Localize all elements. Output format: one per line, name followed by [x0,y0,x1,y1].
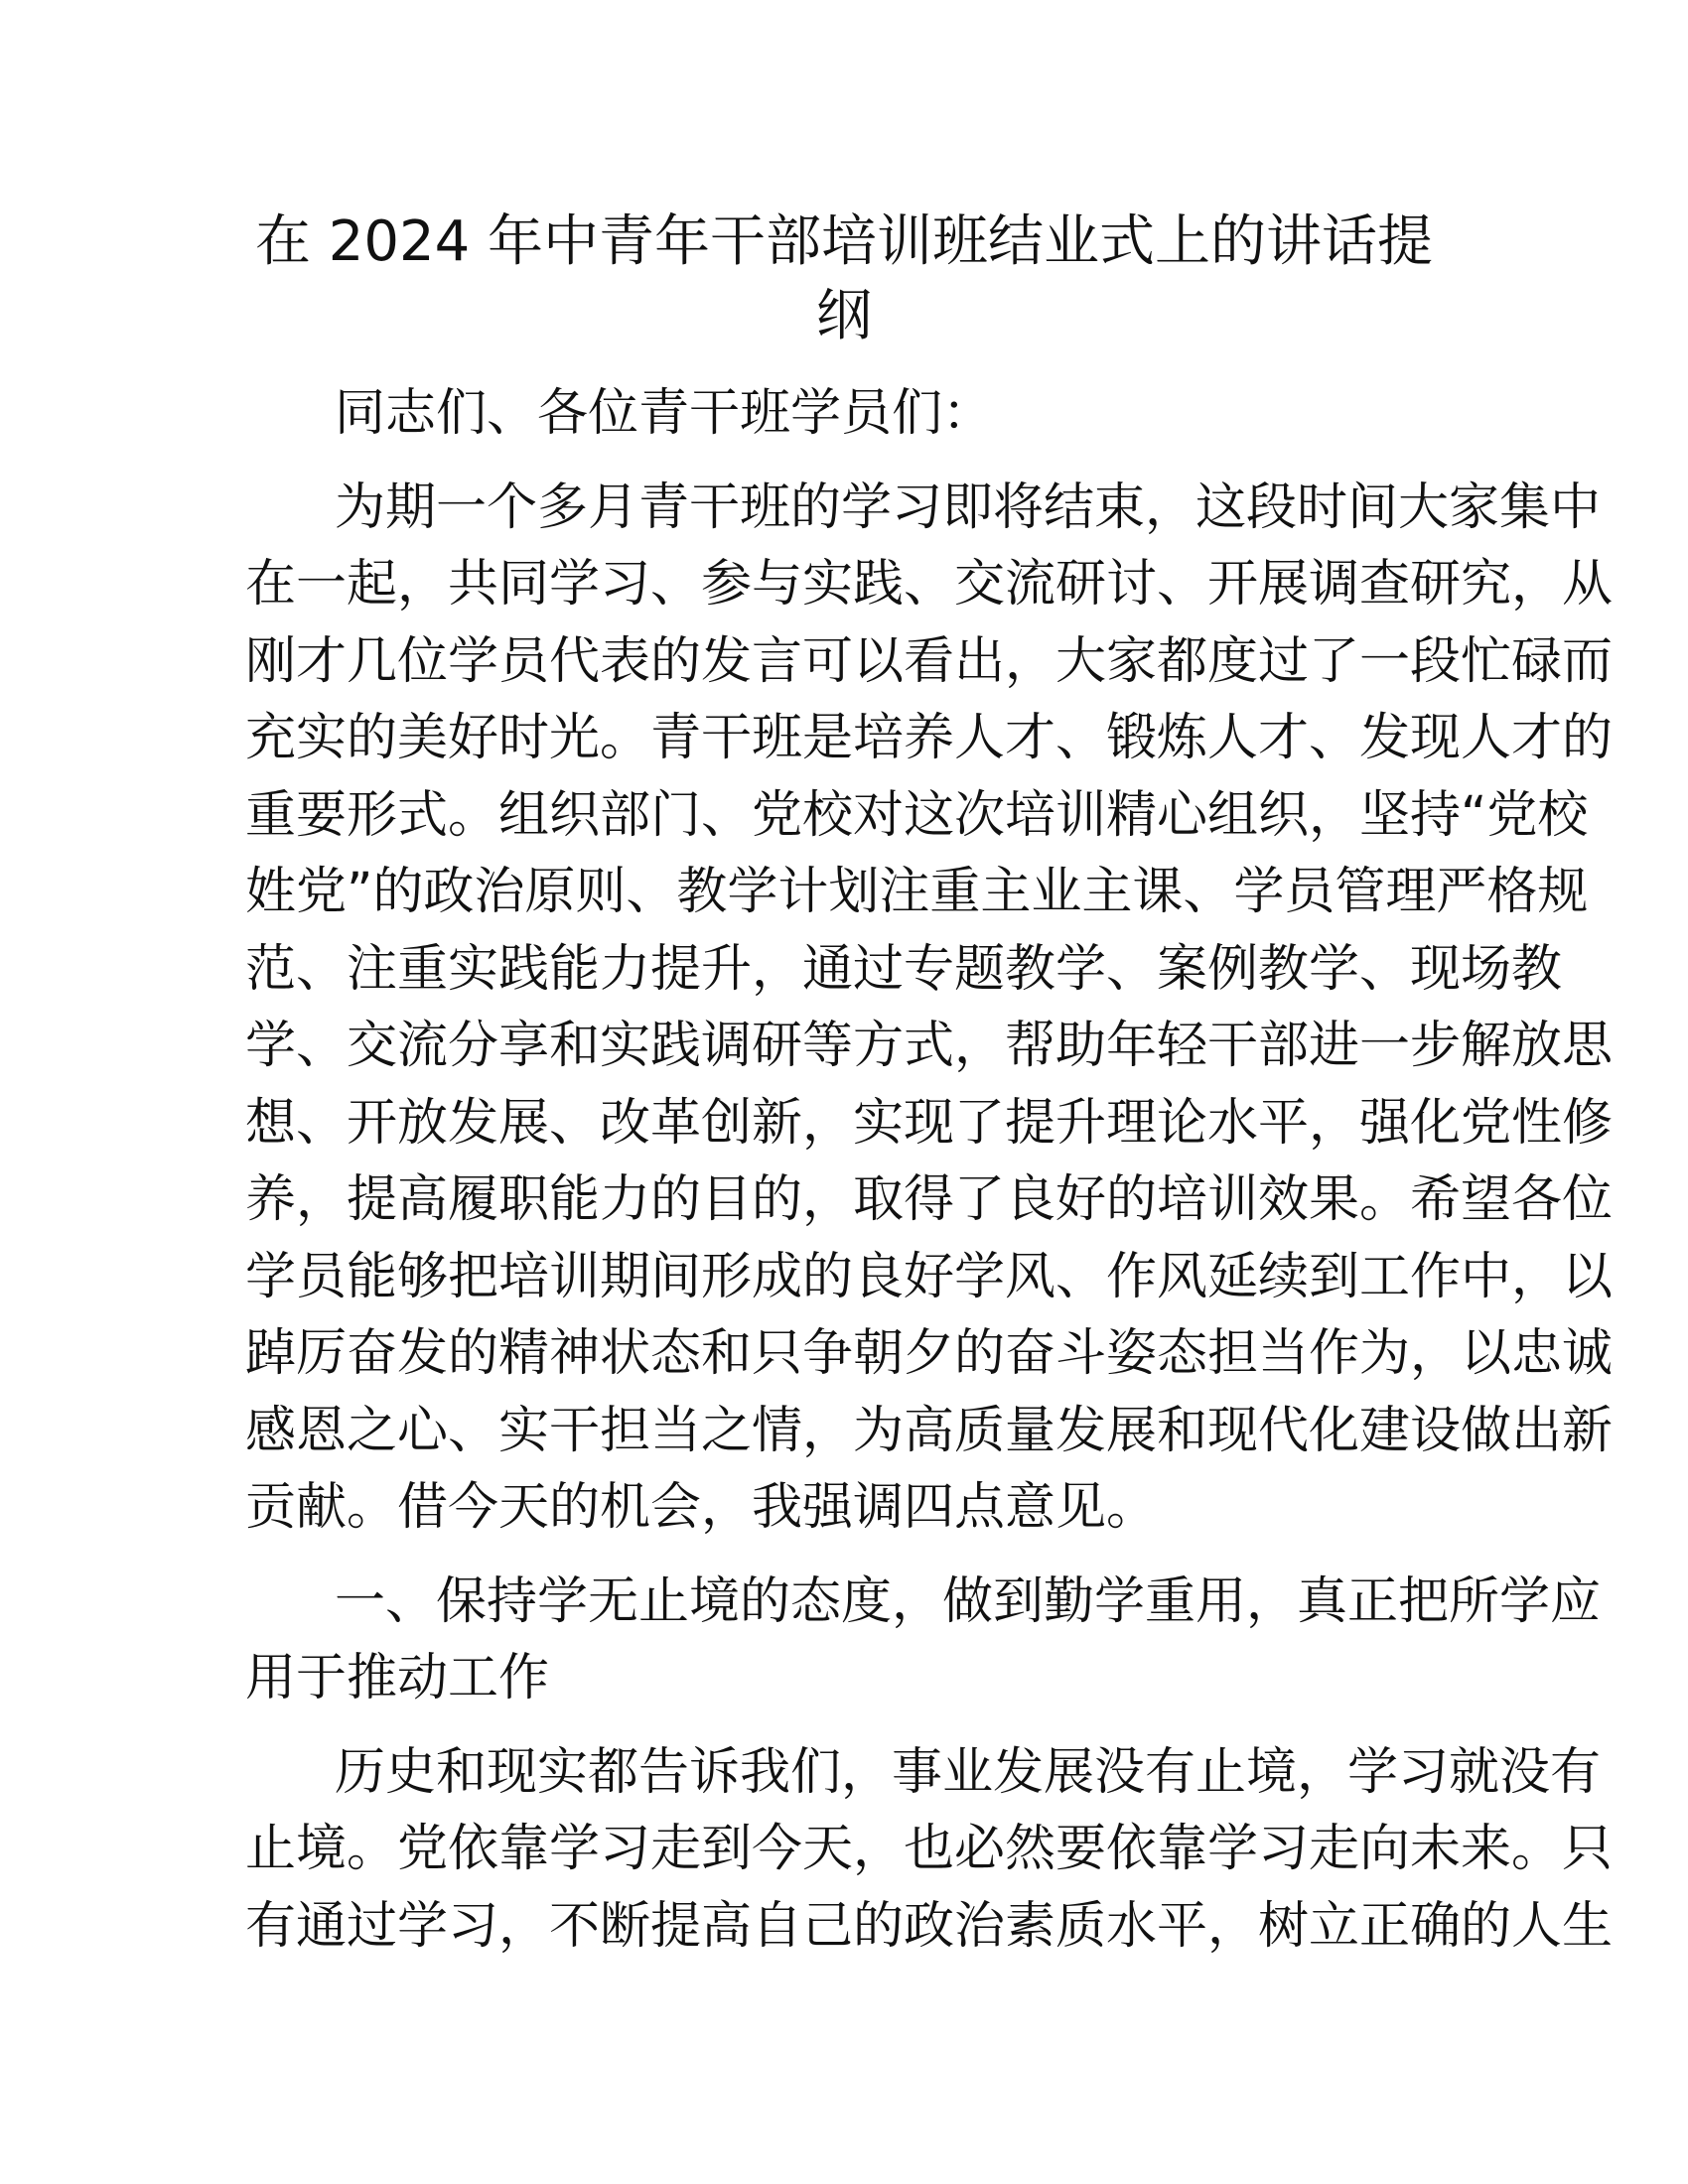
text-line: 重要形式。组织部门、党校对这次培训精心组织，坚持“党校 [245,785,1589,845]
text-line: 止境。党依靠学习走到今天，也必然要依靠学习走向未来。只 [245,1820,1614,1878]
text-line: 一、保持学无止境的态度，做到勤学重用，真正把所学应 [335,1571,1602,1631]
paragraph [245,1734,1614,1966]
document-body [245,375,1614,1981]
text-line: 充实的美好时光。青干班是培养人才、锻炼人才、发现人才的 [245,709,1614,767]
text-line: 有通过学习，不断提高自己的政治素质水平，树立正确的人生 [245,1896,1614,1956]
text-line: 同志们、各位青干班学员们： [335,384,994,443]
text-line: 姓党”的政治原则、教学计划注重主业主课、学员管理严格规 [245,863,1589,921]
text-line: 学、交流分享和实践调研等方式，帮助年轻干部进一步解放思 [245,1017,1614,1075]
salutation [245,375,1427,453]
text-line: 范、注重实践能力提升，通过专题教学、案例教学、现场教 [245,939,1563,999]
text-line: 养，提高履职能力的目的，取得了良好的培训效果。希望各位 [245,1170,1614,1229]
section-heading [245,1564,1602,1717]
text-line: 为期一个多月青干班的学习即将结束，这段时间大家集中 [335,478,1602,537]
text-line: 踔厉奋发的精神状态和只争朝夕的奋斗姿态担当作为，以忠诚 [245,1324,1614,1383]
text-line: 在一起，共同学习、参与实践、交流研讨、开展调查研究，从 [245,555,1614,614]
title-line: 在 2024 年中青年干部培训班结业式上的讲话提 [254,209,1434,274]
text-line: 感恩之心、实干担当之情，为高质量发展和现代化建设做出新 [245,1401,1614,1460]
text-line: 刚才几位学员代表的发言可以看出，大家都度过了一段忙碌而 [245,631,1614,691]
title-line: 纲 [816,284,872,348]
paragraph [245,470,1614,1547]
text-line: 历史和现实都告诉我们，事业发展没有止境，学习就没有 [335,1742,1602,1802]
text-line: 用于推动工作 [245,1649,550,1707]
text-line: 贡献。借今天的机会，我强调四点意见。 [245,1478,1158,1537]
text-line: 想、开放发展、改革创新，实现了提升理论水平，强化党性修 [245,1093,1614,1153]
text-line: 学员能够把培训期间形成的良好学风、作风延续到工作中，以 [245,1247,1614,1306]
document-title [238,205,1450,353]
